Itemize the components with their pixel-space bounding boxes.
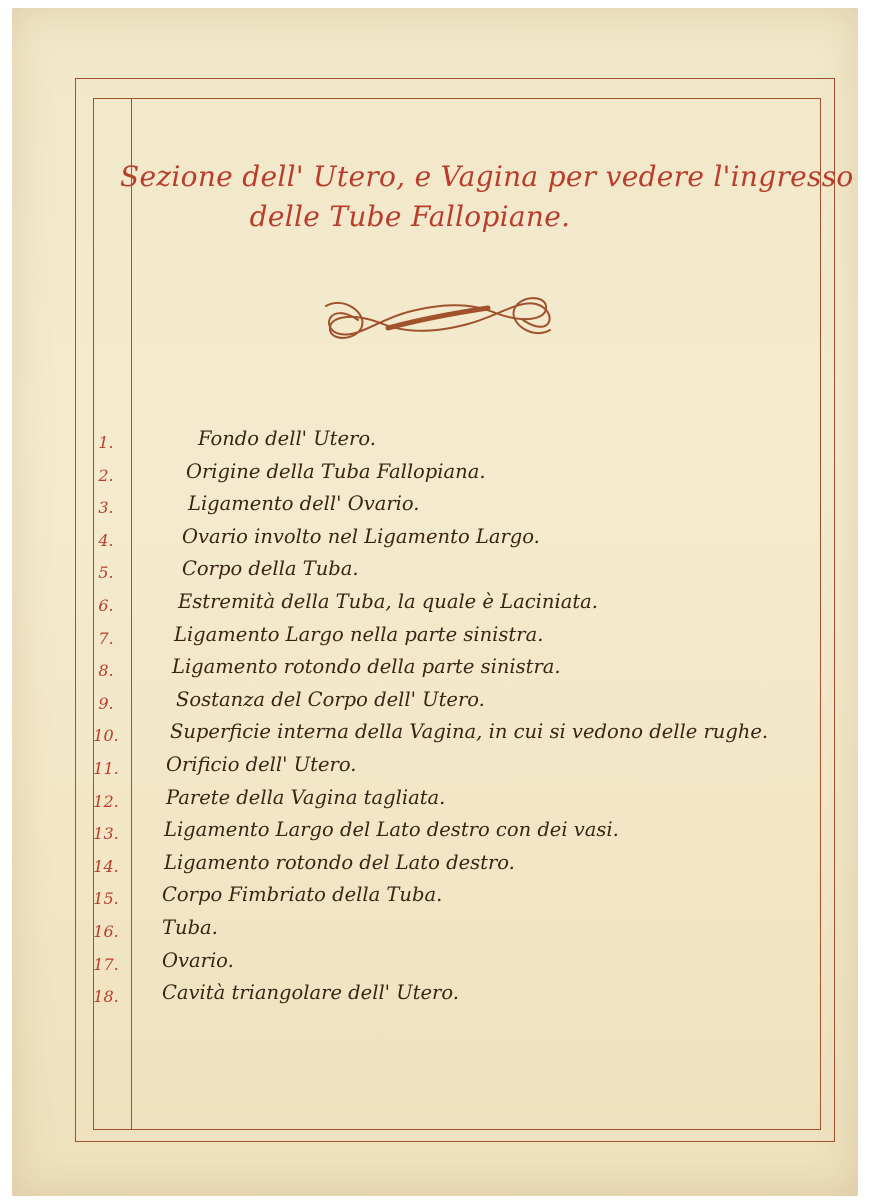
legend-item	[86, 849, 806, 882]
legend-item-number: 15.	[93, 889, 119, 909]
legend-item	[86, 458, 806, 491]
legend-list	[86, 425, 806, 1012]
legend-item-number: 5.	[98, 563, 114, 583]
legend-item	[86, 816, 806, 849]
legend-item-text: Origine della Tuba Fallopiana.	[186, 459, 486, 483]
legend-item-text: Sostanza del Corpo dell' Utero.	[176, 687, 485, 711]
legend-item-text: Ovario.	[162, 948, 234, 972]
legend-item-number: 2.	[98, 465, 114, 485]
legend-item	[86, 523, 806, 556]
legend-item	[86, 490, 806, 523]
legend-item	[86, 914, 806, 947]
legend-item-number: 6.	[98, 595, 114, 615]
legend-item-number: 3.	[98, 498, 114, 518]
legend-item-number: 9.	[98, 693, 114, 713]
legend-item	[86, 979, 806, 1012]
legend-item-text: Ovario involto nel Ligamento Largo.	[182, 524, 540, 548]
legend-item-text: Ligamento rotondo del Lato destro.	[164, 850, 515, 874]
legend-item-text: Fondo dell' Utero.	[198, 427, 376, 450]
legend-item	[86, 588, 806, 621]
legend-item-number: 16.	[93, 921, 119, 941]
legend-item	[86, 784, 806, 817]
legend-item-number: 18.	[93, 987, 119, 1007]
legend-item-text: Corpo Fimbriato della Tuba.	[162, 883, 443, 907]
legend-item-text: Ligamento Largo nella parte sinistra.	[174, 622, 544, 646]
legend-item-text: Parete della Vagina tagliata.	[166, 785, 446, 809]
legend-item-number: 14.	[93, 856, 119, 876]
page-title-line-2: delle Tube Fallopiane.	[249, 200, 571, 233]
legend-item-number: 10.	[93, 726, 119, 746]
legend-item-text: Superficie interna della Vagina, in cui si vedono delle rughe.	[170, 720, 769, 744]
legend-item-text: Corpo della Tuba.	[182, 557, 359, 581]
legend-item-text: Cavità triangolare dell' Utero.	[162, 981, 459, 1005]
legend-item-number: 4.	[98, 530, 114, 550]
legend-item-text: Tuba.	[162, 915, 218, 939]
legend-item	[86, 555, 806, 588]
legend-item	[86, 881, 806, 914]
legend-item-number: 8.	[98, 661, 114, 681]
calligraphic-flourish	[318, 290, 558, 346]
page-title-line-1: Sezione dell' Utero, e Vagina per vedere l'ingresso	[120, 160, 854, 193]
legend-item	[86, 653, 806, 686]
legend-item-text: Ligamento rotondo della parte sinistra.	[172, 655, 561, 679]
legend-item	[86, 686, 806, 719]
legend-item-text: Ligamento dell' Ovario.	[188, 492, 420, 516]
legend-item-number: 11.	[93, 758, 119, 778]
legend-item-number: 1.	[98, 433, 114, 452]
legend-item-text: Ligamento Largo del Lato destro con dei vasi.	[164, 818, 619, 842]
legend-item-number: 7.	[98, 628, 114, 648]
legend-item-number: 13.	[93, 824, 119, 844]
legend-item-text: Estremità della Tuba, la quale è Laciniata.	[178, 589, 598, 613]
legend-item	[86, 718, 806, 751]
legend-item-number: 12.	[93, 791, 119, 811]
legend-item-number: 17.	[93, 954, 119, 974]
legend-item	[86, 947, 806, 980]
legend-item	[86, 751, 806, 784]
legend-item-text: Orificio dell' Utero.	[166, 752, 357, 776]
legend-item	[86, 621, 806, 654]
legend-item	[86, 425, 806, 458]
